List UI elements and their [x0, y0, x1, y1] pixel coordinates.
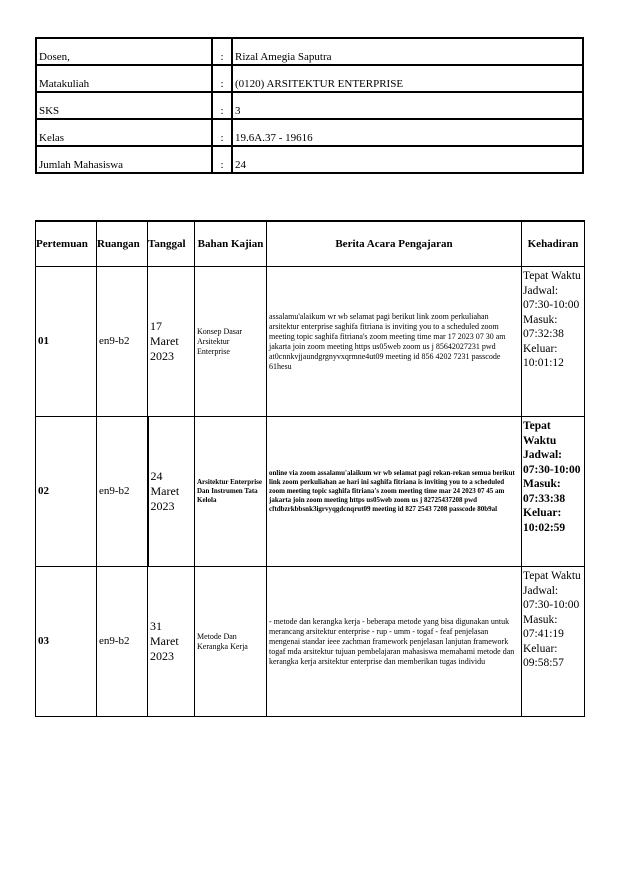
info-label: Matakuliah	[36, 65, 212, 92]
info-value: 19.6A.37 - 19616	[232, 119, 583, 146]
cell-bahan-kajian: Konsep Dasar Arsitektur Enterprise	[195, 267, 267, 417]
cell-ruangan: en9-b2	[97, 567, 148, 717]
header-kehadiran: Kehadiran	[522, 221, 585, 267]
info-separator: :	[212, 146, 232, 173]
cell-ruangan: en9-b2	[97, 267, 148, 417]
info-row-sks	[36, 92, 583, 119]
info-label: Dosen,	[36, 38, 212, 65]
cell-kehadiran: Tepat Waktu Jadwal: 07:30-10:00 Masuk: 07:32:38 Keluar: 10:01:12	[522, 267, 585, 417]
info-row-jumlah-mahasiswa	[36, 146, 583, 173]
table-row	[36, 567, 585, 717]
cell-kehadiran: Tepat Waktu Jadwal: 07:30-10:00 Masuk: 07:33:38 Keluar: 10:02:59	[522, 417, 585, 567]
info-separator: :	[212, 92, 232, 119]
cell-tanggal: 31 Maret 2023	[148, 567, 195, 717]
cell-bahan-kajian: Arsitektur Enterprise Dan Instrumen Tata Kelola	[195, 417, 267, 567]
cell-berita-acara: assalamu'alaikum wr wb selamat pagi berikut link zoom perkuliahan arsitektur enterprise saghifa fitriana is inviting you to a scheduled zoom meeting topic saghifa fitriana's zoom meeting time mar 17 2023 07 30 am jakarta join zoom meeting https us05web zoom us j 85642027231 pwd at0cnnkvjjaundgrgnyvxqrmne4ut09 meeting id 856 4202 7231 passcode 61hesu	[267, 267, 522, 417]
teaching-record-table	[35, 220, 585, 717]
course-info-table	[35, 37, 584, 174]
info-label: Jumlah Mahasiswa	[36, 146, 212, 173]
info-label: Kelas	[36, 119, 212, 146]
cell-kehadiran: Tepat Waktu Jadwal: 07:30-10:00 Masuk: 07:41:19 Keluar: 09:58:57	[522, 567, 585, 717]
cell-berita-acara: - metode dan kerangka kerja - beberapa metode yang bisa digunakan untuk merancang arsitektur enterprise - rup - umm - togaf - feaf penjelasan mengenai standar ieee zachman framework penjelasan lanjutan framework togaf mda arsitektur tujuan pembelajaran mahasiswa memahami metode dan kerangka kerja arsitektur enterprise dan memberikan tugas individu	[267, 567, 522, 717]
info-separator: :	[212, 119, 232, 146]
table-header	[36, 221, 585, 267]
info-value: 24	[232, 146, 583, 173]
cell-pertemuan: 02	[36, 417, 97, 567]
header-ruangan: Ruangan	[97, 221, 148, 267]
cell-bahan-kajian: Metode Dan Kerangka Kerja	[195, 567, 267, 717]
info-row-matakuliah	[36, 65, 583, 92]
info-value: Rizal Amegia Saputra	[232, 38, 583, 65]
cell-tanggal: 17 Maret 2023	[148, 267, 195, 417]
header-tanggal: Tanggal	[148, 221, 195, 267]
cell-berita-acara: online via zoom assalamu'alaikum wr wb selamat pagi rekan-rekan semua berikut link zoom perkuliahan ae hari ini saghifa fitriana is inviting you to a scheduled zoom meeting topic saghifa fitriana's zoom meeting time mar 24 2023 07 45 am jakarta join zoom meeting https us05web zoom us j 82725437208 pwd cftdbzrkbbsnk3igrvyqgdcnqrut09 meeting id 827 2543 7208 passcode 80b9al	[267, 417, 522, 567]
info-separator: :	[212, 38, 232, 65]
cell-pertemuan: 03	[36, 567, 97, 717]
info-value: 3	[232, 92, 583, 119]
table-row	[36, 267, 585, 417]
info-value: (0120) ARSITEKTUR ENTERPRISE	[232, 65, 583, 92]
cell-tanggal: 24 Maret 2023	[148, 417, 195, 567]
cell-pertemuan: 01	[36, 267, 97, 417]
cell-ruangan: en9-b2	[97, 417, 148, 567]
header-bahan-kajian: Bahan Kajian	[195, 221, 267, 267]
table-row	[36, 417, 585, 567]
info-label: SKS	[36, 92, 212, 119]
header-pertemuan: Pertemuan	[36, 221, 97, 267]
info-row-kelas	[36, 119, 583, 146]
header-berita-acara: Berita Acara Pengajaran	[267, 221, 522, 267]
info-separator: :	[212, 65, 232, 92]
info-row-dosen	[36, 38, 583, 65]
